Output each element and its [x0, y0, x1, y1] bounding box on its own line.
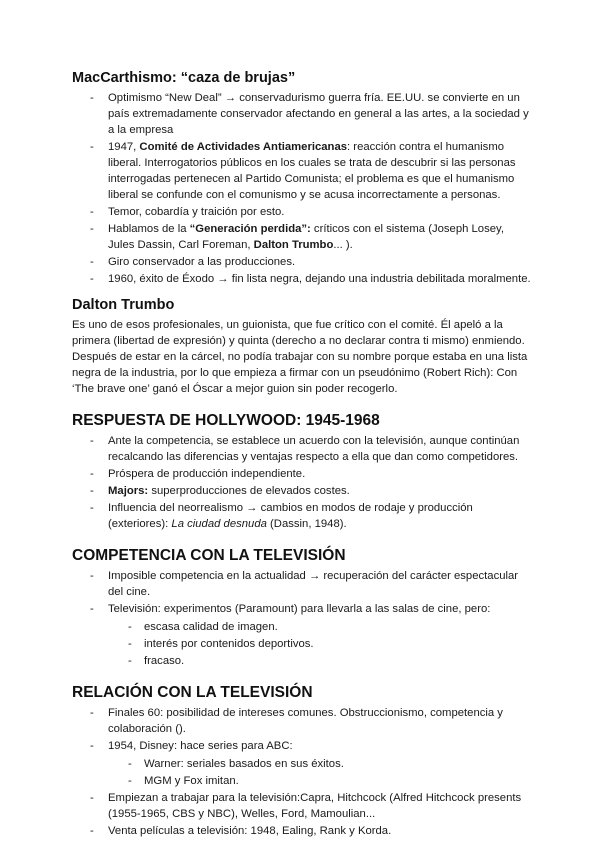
section-dalton-trumbo [72, 295, 532, 397]
list-item [72, 139, 532, 203]
list-item [72, 705, 532, 737]
item-text: ... ). [333, 239, 353, 251]
list-item [72, 500, 532, 532]
item-text: Próspera de producción independiente. [108, 468, 306, 480]
sub-list-item: - escasa calidad de imagen. [108, 619, 532, 635]
section-title: RESPUESTA DE HOLLYWOOD: 1945-1968 [72, 412, 380, 429]
sub-list-item: - interés por contenidos deportivos. [108, 636, 532, 652]
section-maccarthismo [72, 68, 532, 287]
bullet-list [72, 90, 532, 287]
list-item [72, 790, 532, 822]
sub-list-item: - fracaso. [108, 653, 532, 669]
item-text: Giro conservador a las producciones. [108, 256, 296, 268]
item-text: Optimismo “New Deal” → conservadurismo guerra fría. EE.UU. se convierte en un país extremadamente conservador afectando en general a las artes, a la sociedad y a la empresa [108, 92, 529, 136]
item-text: Temor, cobardía y traición por esto. [108, 206, 285, 218]
section-title: COMPETENCIA CON LA TELEVISIÓN [72, 547, 346, 564]
item-text: 1947, [108, 141, 140, 153]
sub-list-item: - Warner: seriales basados en sus éxitos. [108, 756, 532, 772]
list-item [72, 601, 532, 669]
section-respuesta-hollywood [72, 411, 532, 532]
section-title: MacCarthismo: “caza de brujas” [72, 70, 296, 86]
item-text: Televisión: experimentos (Paramount) para llevarla a las salas de cine, pero: [108, 603, 491, 615]
list-item [72, 271, 532, 287]
item-text: Hablamos de la [108, 223, 190, 235]
document-page [72, 68, 532, 847]
item-text: Venta películas a televisión: 1948, Ealing, Rank y Korda. [108, 825, 392, 837]
list-item [72, 254, 532, 270]
bullet-list [72, 705, 532, 839]
item-text: superproducciones de elevados costes. [148, 485, 350, 497]
item-bold-text: Majors: [108, 485, 149, 497]
item-text: : reacción contra el humanismo liberal. Interrogatorios públicos en los cuales se trata de descubrir si las personas interrogadas pertenecen al Partido Comunista; el problema es que el humanismo liberal se confunde con el comunismo y se acusa incorrectamente a personas. [108, 141, 516, 201]
item-bold-text: Comité de Actividades Antiamericanas [139, 141, 348, 153]
sub-list [108, 756, 532, 789]
item-text: críticos con el sistema (Joseph Losey, Jules Dassin, Carl Foreman, [108, 223, 504, 251]
item-text: Imposible competencia en la actualidad → recuperación del carácter espectacular del cine. [108, 570, 519, 598]
item-bold-text: Dalton Trumbo [253, 239, 334, 251]
section-title: RELACIÓN CON LA TELEVISIÓN [72, 684, 313, 701]
item-text: 1960, éxito de Éxodo → fin lista negra, dejando una industria debilitada moralmente. [108, 273, 531, 285]
list-item [72, 466, 532, 482]
sub-list-item: - MGM y Fox imitan. [108, 773, 532, 789]
section-relacion-tv [72, 683, 532, 839]
list-item [72, 433, 532, 465]
sub-list [108, 619, 532, 669]
item-text: Ante la competencia, se establece un acuerdo con la televisión, aunque continúan recalcando las diferencias y ventajas respecto a ella que dan como competidores. [108, 435, 520, 463]
list-item [72, 204, 532, 220]
item-text: (Dassin, 1948). [266, 518, 347, 530]
list-item [72, 568, 532, 600]
item-text: Finales 60: posibilidad de intereses comunes. Obstruccionismo, competencia y colaboración (). [108, 707, 503, 735]
bullet-list [72, 568, 532, 669]
bullet-list [72, 433, 532, 532]
item-text: 1954, Disney: hace series para ABC: [108, 740, 293, 752]
list-item [72, 483, 532, 499]
item-text: Empiezan a trabajar para la televisión:Capra, Hitchcock (Alfred Hitchcock presents (1955-1965, CBS y NBC), Welles, Ford, Mamoulian... [108, 792, 522, 820]
item-italic-text: La ciudad desnuda [171, 518, 267, 530]
paragraph: Es uno de esos profesionales, un guionista, que fue crítico con el comité. Él apeló a la primera (libertad de expresión) y quinta (derecho a no declarar contra ti mismo) enmiendo. Después de estar en la cárcel, no podía trabajar con su nombre porque estaba en una lista negra de la industria, por lo que empieza a firmar con un pseudónimo (Robert Rich): Con ‘The brave one’ ganó el Óscar a mejor guion sin poder recogerlo. [72, 319, 528, 395]
section-title: Dalton Trumbo [72, 297, 175, 313]
section-competencia-tv [72, 546, 532, 669]
item-text: Influencia del neorrealismo → cambios en modos de rodaje y producción (exteriores): [108, 502, 473, 530]
list-item [72, 738, 532, 789]
list-item [72, 823, 532, 839]
item-bold-text: “Generación perdida”: [189, 223, 311, 235]
list-item [72, 221, 532, 253]
list-item [72, 90, 532, 138]
